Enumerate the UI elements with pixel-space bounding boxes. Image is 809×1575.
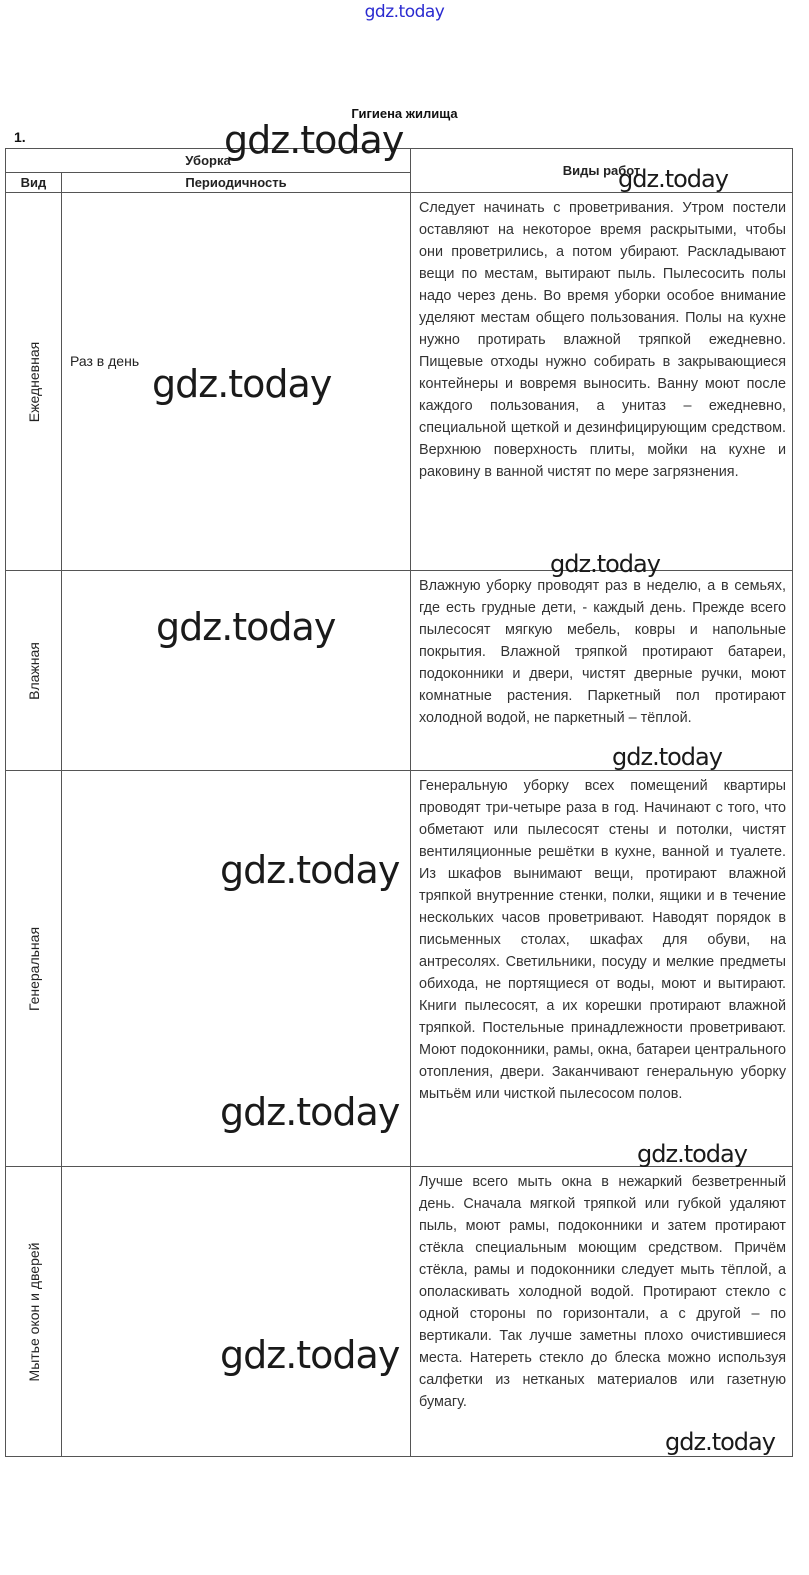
header-work-types: Виды работ bbox=[411, 149, 793, 193]
watermark: gdz.today bbox=[665, 1428, 775, 1456]
kind-cell bbox=[6, 771, 62, 1167]
description-cell: Лучше всего мыть окна в нежаркий безветренный день. Сначала мягкой тряпкой или губкой удаляют пыль, моют рамы, подоконники и затем протирают стёкла специальным моющим средством. Причём стёкла, рамы и подоконники следует мыть тёплой, а ополаскивать холодной водой. Протирают стекло с одной стороны по горизонтали, а с другой – по вертикали. Так лучше заметны плохо очистившиеся места. Натереть стекло до блеска можно используя салфетки из нетканых материалов или газетную бумагу. bbox=[411, 1167, 793, 1457]
frequency-cell bbox=[62, 771, 411, 1167]
kind-label: Мытье окон и дверей bbox=[25, 1242, 42, 1381]
task-number: 1. bbox=[14, 129, 26, 145]
watermark: gdz.today bbox=[152, 362, 332, 406]
watermark: gdz.today bbox=[156, 605, 336, 649]
table-row-daily bbox=[6, 193, 793, 571]
watermark: gdz.today bbox=[612, 743, 722, 771]
watermark: gdz.today bbox=[637, 1140, 747, 1168]
description-cell: Генеральную уборку всех помещений квартиры проводят три-четыре раза в год. Начинают с того, что обметают или пылесосят стены и потолки, чистят вентиляционные решётки в кухне, ванной и туалете. Из шкафов вынимают вещи, протирают влажной тряпкой внутренние стенки, полки, ящики и в течение нескольких часов проветривают. Наводят порядок в письменных столах, шкафах для обуви, на антресолях. Светильники, посуду и мелкие предметы обихода, не портящиеся от воды, моют и вытирают. Книги пылесосят, а их корешки протирают влажной тряпкой. Постельные принадлежности проветривают. Моют подоконники, рамы, окна, батареи центрального отопления, двери. Заканчивают генеральную уборку мытьём или чисткой пылесосом полов. bbox=[411, 771, 793, 1167]
watermark: gdz.today bbox=[220, 848, 400, 892]
description-cell: Влажную уборку проводят раз в неделю, а в семьях, где есть грудные дети, - каждый день. Прежде всего пылесосят мягкую мебель, ковры и напольные покрытия. Влажной тряпкой протирают батареи, подоконники и двери, чистят дверные ручки, моют комнатные растения. Паркетный пол протирают холодной водой, не паркетный – тёплой. bbox=[411, 571, 793, 771]
header-cleaning: Уборка bbox=[6, 149, 411, 173]
hygiene-table bbox=[5, 148, 793, 1457]
frequency-label: Раз в день bbox=[70, 353, 140, 369]
description-cell: Следует начинать с проветривания. Утром постели оставляют на некоторое время раскрытыми, чтобы они проветрились, а потом убирают. Раскладывают вещи по местам, вытирают пыль. Пылесосить полы надо через день. Во время уборки особое внимание уделяют местам общего пользования. Полы на кухне нужно протирать влажной тряпкой ежедневно. Пищевые отходы нужно собирать в закрывающиеся контейнеры и вовремя выносить. Ванну моют после каждого пользования, а унитаз – ежедневно, специальной щеткой и дезинфицирующим средством. Верхнюю поверхность плиты, мойки на кухне и раковину в ванной чистят по мере загрязнения. bbox=[411, 193, 793, 571]
watermark: gdz.today bbox=[618, 165, 728, 193]
frequency-cell bbox=[62, 571, 411, 771]
table-row-wet bbox=[6, 571, 793, 771]
watermark: gdz.today bbox=[550, 550, 660, 578]
watermark: gdz.today bbox=[220, 1333, 400, 1377]
header-frequency: Периодичность bbox=[62, 173, 411, 193]
frequency-cell bbox=[62, 1167, 411, 1457]
kind-cell bbox=[6, 193, 62, 571]
kind-label: Влажная bbox=[25, 641, 42, 700]
watermark: gdz.today bbox=[224, 118, 404, 162]
table-row-general bbox=[6, 771, 793, 1167]
header-kind: Вид bbox=[6, 173, 62, 193]
header-row-1 bbox=[6, 149, 793, 173]
kind-label: Ежедневная bbox=[25, 341, 42, 422]
top-watermark[interactable]: gdz.today bbox=[364, 2, 445, 22]
kind-label: Генеральная bbox=[25, 926, 42, 1011]
frequency-cell bbox=[62, 193, 411, 571]
page-title: Гигиена жилища bbox=[351, 106, 458, 121]
kind-cell bbox=[6, 571, 62, 771]
watermark: gdz.today bbox=[220, 1090, 400, 1134]
table-row-windows bbox=[6, 1167, 793, 1457]
kind-cell bbox=[6, 1167, 62, 1457]
